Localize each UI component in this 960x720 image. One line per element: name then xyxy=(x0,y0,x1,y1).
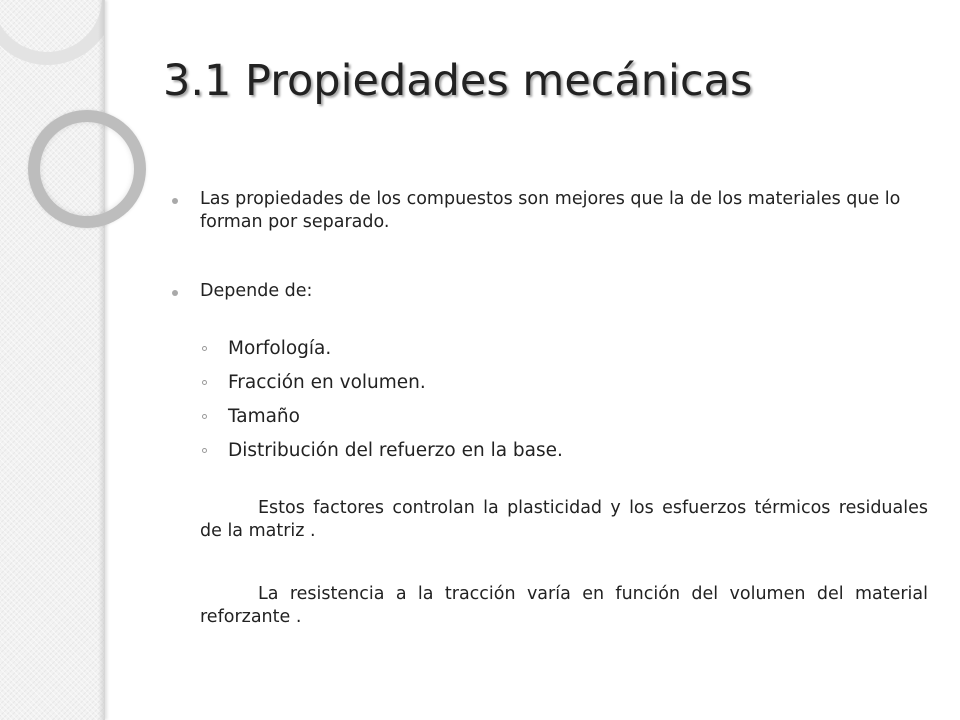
sub-bullet-ring-icon xyxy=(202,346,207,351)
decorative-circle-ring xyxy=(28,110,146,228)
sub-bullet-item xyxy=(172,405,928,429)
bullet-item xyxy=(172,188,928,234)
slide-title: 3.1 Propiedades mecánicas xyxy=(163,56,753,106)
bullet-item xyxy=(172,280,928,303)
bullet-text: Depende de: xyxy=(200,281,313,301)
sub-bullet-text: Morfología. xyxy=(228,338,332,359)
bullet-dot-icon xyxy=(172,290,178,296)
bullet-dot-icon xyxy=(172,198,178,204)
bullet-text: Las propiedades de los compuestos son mejores que la de los materiales que lo forman por separado. xyxy=(200,189,901,232)
sub-bullet-ring-icon xyxy=(202,414,207,419)
slide-content xyxy=(172,188,928,629)
body-paragraph: Estos factores controlan la plasticidad y los esfuerzos térmicos residuales de la matriz . xyxy=(200,498,928,541)
band-shadow xyxy=(98,0,104,720)
sub-bullet-ring-icon xyxy=(202,380,207,385)
sub-bullet-text: Tamaño xyxy=(228,406,300,427)
sub-bullet-item xyxy=(172,371,928,395)
decorative-side-band xyxy=(0,0,105,720)
sub-bullet-text: Distribución del refuerzo en la base. xyxy=(228,440,563,461)
sub-bullet-item xyxy=(172,439,928,463)
sub-bullet-text: Fracción en volumen. xyxy=(228,372,426,393)
decorative-circle-top xyxy=(0,0,105,65)
sub-bullet-ring-icon xyxy=(202,448,207,453)
sub-bullet-item xyxy=(172,337,928,361)
body-paragraph: La resistencia a la tracción varía en función del volumen del material reforzante . xyxy=(200,584,928,627)
